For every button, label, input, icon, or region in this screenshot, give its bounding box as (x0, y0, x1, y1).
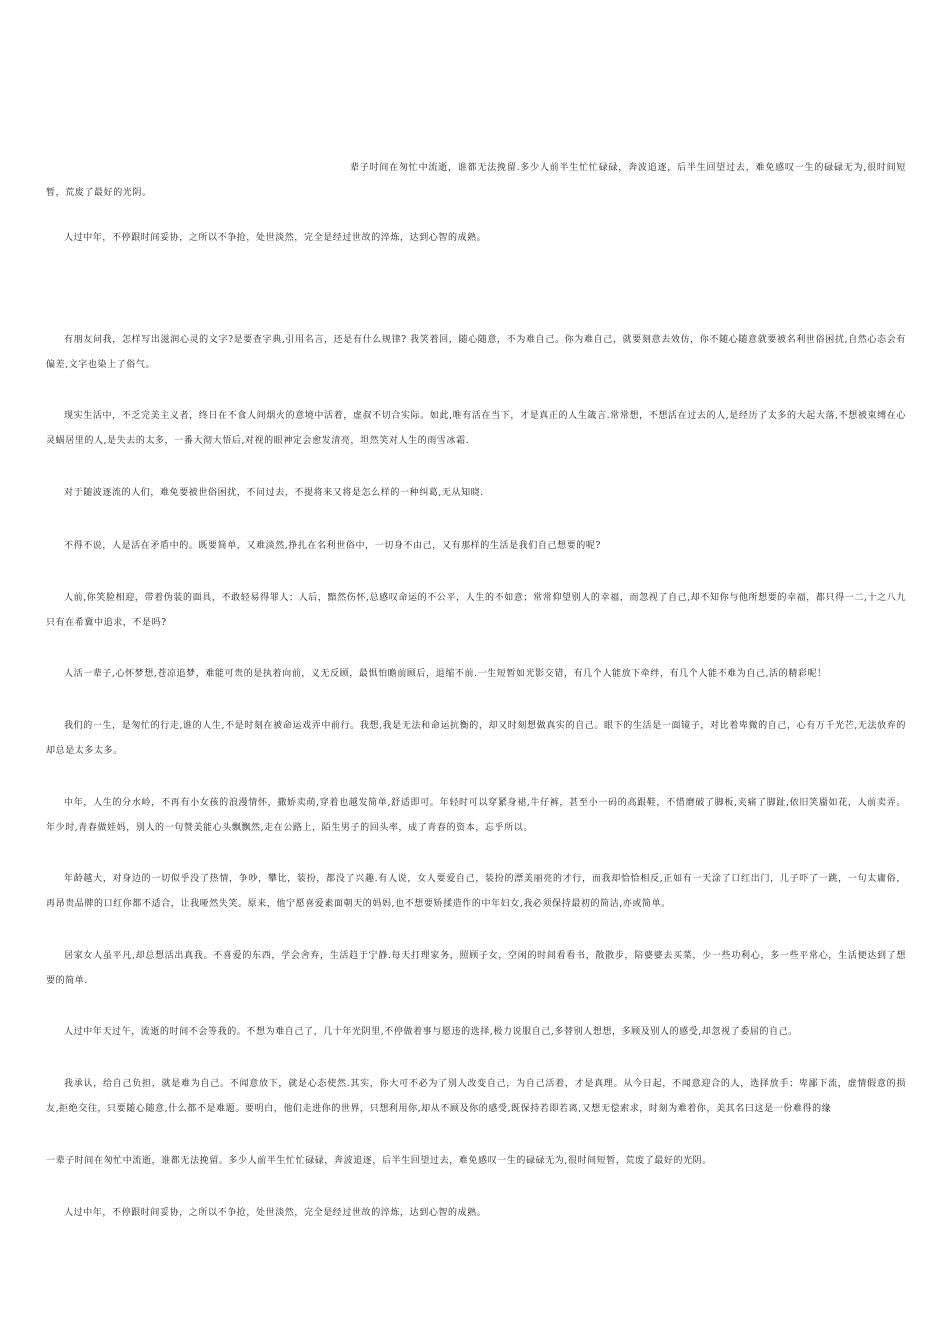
paragraph-15: 一辈子时间在匆忙中流逝，谁都无法挽留。多少人前半生忙忙碌碌，奔波追逐，后半生回望过去，难免感叹一生的碌碌无为,很时间短暂，荒废了最好的光阴。 (46, 1156, 712, 1166)
paragraph-9: 我们的一生，是匆忙的行走,谁的人生,不是时刻在被命运戏弄中前行。我想,我是无法和命运抗衡的，却又时刻想做真实的自己。眼下的生活是一面镜子，对比着卑微的自己，心有万千光芒,无法放弃的却总是太多太多。 (46, 721, 906, 756)
paragraph-12: 居家女人虽平凡,却总想活出真我。不喜爱的东西，学会舍弃，生活趋于宁静.每天打理家务，照顾子女，空闲的时间看看书，散散步，陪婆婆去买菜，少一些功利心，多一些平常心，生活便达到了想要的简单. (46, 951, 906, 986)
paragraph-2: 人过中年，不停跟时间妥协，之所以不争抢，处世淡然，完全是经过世故的淬炼，达到心智的成熟。 (64, 233, 487, 243)
paragraph-16: 人过中年，不停跟时间妥协，之所以不争抢，处世淡然，完全是经过世故的淬炼，达到心智的成熟。 (64, 1208, 487, 1218)
paragraph-8: 人活一辈子,心怀梦想,苍凉追梦，难能可贵的是执着向前，义无反顾，最惧怕瞻前顾后，退缩不前.一生短暂如光影交错，有几个人能放下牵绊，有几个人能不难为自己,活的精彩呢！ (64, 669, 827, 679)
paragraph-1: 辈子时间在匆忙中流逝，谁都无法挽留.多少人前半生忙忙碌碌，奔波追逐，后半生回望过去，难免感叹一生的碌碌无为,很时间短暂，荒废了最好的光阴。 (46, 163, 906, 198)
paragraph-7: 人前,你笑脸相迎，带着伪装的面具，不敢轻易得罪人；人后，黯然伤怀,总感叹命运的不公平，人生的不如意；常常仰望别人的幸福，而忽视了自己,却不知你与他所想要的幸福，都只得一二,十之八九只有在希冀中追求，不是吗? (46, 593, 906, 628)
paragraph-6: 不得不说，人是活在矛盾中的。既要简单，又难淡然,挣扎在名利世俗中，一切身不由己，又有那样的生活是我们自己想要的呢? (64, 541, 601, 551)
paragraph-4: 现实生活中，不乏完美主义者，终日在不食人间烟火的意境中活着，虚叔不切合实际。如此,唯有活在当下，才是真正的人生箴言.常常想，不想活在过去的人,是经历了太多的大起大落,不想被束缚在心灵蜗居里的人,是失去的太多，一番大彻大悟后,对视的眼神定会愈发清亮，坦然笑对人生的雨雪冰霜. (46, 411, 906, 446)
paragraph-5: 对于随波逐流的人们，难免要被世俗困扰，不问过去，不提将来又将是怎么样的一种纠葛,无从知晓. (64, 488, 484, 498)
paragraph-13: 人过中年天过午，流逝的时间不会等我的。不想为难自己了，几十年光阴里,不停做着事与愿违的选择,极力说服自己,多替别人想想，多顾及别人的感受,却忽视了委屈的自己。 (64, 1027, 798, 1037)
paragraph-10: 中年，人生的分水岭，不再有小女孩的浪漫情怀，撒娇卖萌,穿着也越发简单,舒适即可。年轻时可以穿紧身裙,牛仔裤，甚至小一码的高跟鞋，不惜磨破了脚板,夹痛了脚趾,依旧笑靥如花，人前卖弄。年少时,青春做娃妈，别人的一句赞美能心头飘飘然,走在公路上，陌生男子的回头率，成了青春的资本，忘乎所以。 (46, 798, 906, 833)
paragraph-11: 年龄越大，对身边的一切似乎没了热情，争吵，攀比，装扮，都没了兴趣.有人说，女人要爱自己，装扮的漂美丽亮的才行，而我却恰恰相反,正如有一天涂了口红出门，儿子吓了一跳，一句太庸俗，再昂贵品牌的口红你都不适合，让我哑然失笑。原来，他宁愿喜爱素面朝天的妈妈,也不想要矫揉造作的中年妇女,我必须保持最初的简洁,亦或简单。 (46, 874, 906, 909)
paragraph-3: 有朋友问我，怎样写出滋润心灵的文字?是要查字典,引用名言，还是有什么规律? 我笑着回，随心随意，不为难自己。你为难自己，就要刻意去效仿，你不随心随意就要被名利世俗困扰,自然心态会有偏差,文字也染上了俗气。 (46, 335, 906, 370)
paragraph-14: 我承认，给自己负担，就是难为自己。不闻意放下，就是心态使然.其实，你大可不必为了别人改变自己，为自己活着，才是真理。从今日起，不闻意迎合的人，选择放手；卑鄙下流，虚情假意的损友,拒绝交往，只要随心随意,什么都不是难题。要明白，他们走进你的世界，只想利用你,却从不顾及你的感受,既保持若即若离,又想无偿索求，时刻为难着你，美其名曰这是一份难得的缘 (46, 1079, 906, 1114)
